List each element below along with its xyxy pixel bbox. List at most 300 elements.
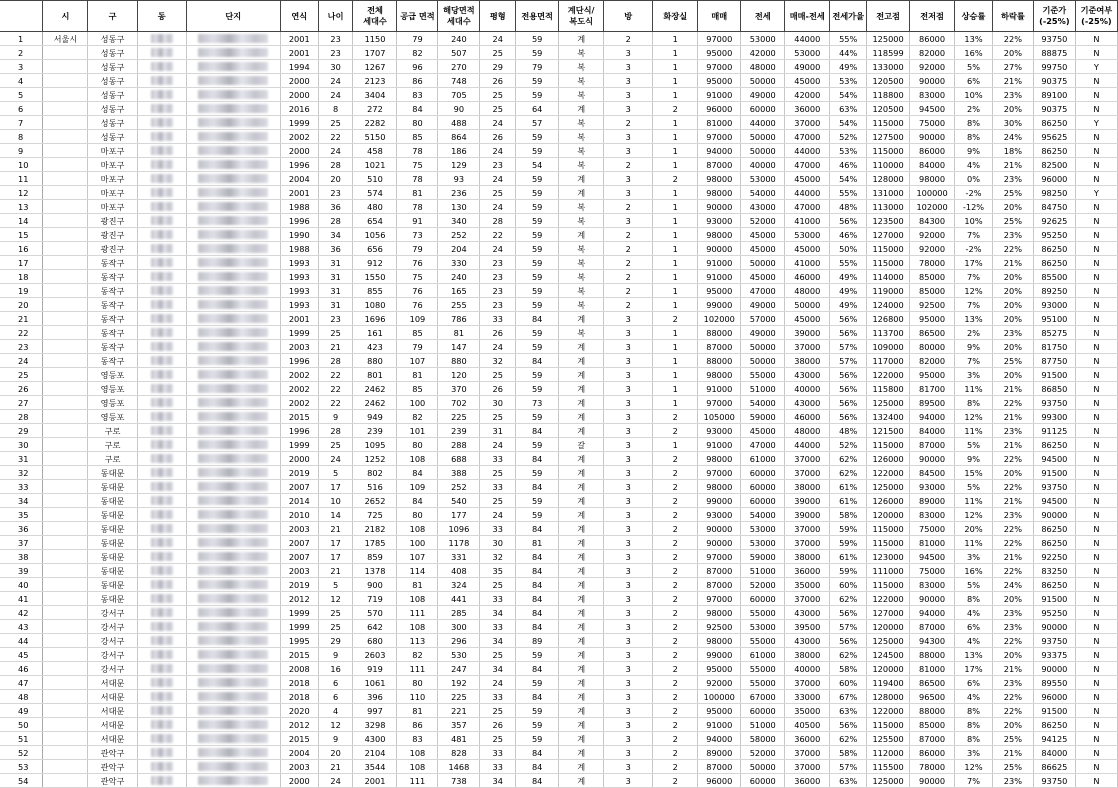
redacted-dong-cell[interactable] <box>137 102 186 116</box>
table-cell[interactable]: 654 <box>353 214 397 228</box>
table-cell[interactable]: 83000 <box>910 508 955 522</box>
table-cell[interactable]: 240 <box>438 32 480 46</box>
table-cell[interactable]: N <box>1075 466 1117 480</box>
table-cell[interactable]: 2 <box>653 732 698 746</box>
table-cell[interactable] <box>43 186 88 200</box>
table-cell[interactable]: 108 <box>397 522 438 536</box>
table-cell[interactable]: 49% <box>830 298 867 312</box>
redacted-dong-cell[interactable] <box>137 690 186 704</box>
row-number[interactable]: 47 <box>0 676 43 690</box>
redacted-dong-cell[interactable] <box>137 88 186 102</box>
table-cell[interactable]: 57% <box>830 760 867 774</box>
table-cell[interactable]: 계 <box>559 32 604 46</box>
table-cell[interactable]: 480 <box>353 200 397 214</box>
table-cell[interactable]: 25 <box>480 648 516 662</box>
table-cell[interactable]: 45000 <box>785 242 830 256</box>
table-cell[interactable]: 24 <box>318 774 353 788</box>
table-cell[interactable]: 128000 <box>867 172 910 186</box>
table-cell[interactable]: 57% <box>830 354 867 368</box>
table-cell[interactable]: 59% <box>830 536 867 550</box>
table-cell[interactable]: 계 <box>559 662 604 676</box>
table-cell[interactable]: 880 <box>353 354 397 368</box>
table-cell[interactable]: 23% <box>992 620 1033 634</box>
table-cell[interactable]: 192 <box>438 676 480 690</box>
table-cell[interactable] <box>43 256 88 270</box>
redacted-complex-cell[interactable] <box>186 382 280 396</box>
table-cell[interactable]: 56% <box>830 326 867 340</box>
table-cell[interactable]: 10% <box>955 214 993 228</box>
table-cell[interactable]: 2001 <box>280 186 318 200</box>
redacted-dong-cell[interactable] <box>137 578 186 592</box>
table-cell[interactable]: 96000 <box>1033 172 1075 186</box>
table-cell[interactable]: 59000 <box>741 410 785 424</box>
table-cell[interactable]: 6 <box>318 690 353 704</box>
table-cell[interactable]: 2003 <box>280 522 318 536</box>
table-cell[interactable]: 81 <box>397 368 438 382</box>
table-cell[interactable]: 84 <box>397 494 438 508</box>
table-cell[interactable]: 84 <box>516 592 559 606</box>
table-cell[interactable]: 100000 <box>698 690 741 704</box>
table-cell[interactable]: 51000 <box>741 382 785 396</box>
table-cell[interactable]: 7% <box>955 270 993 284</box>
table-cell[interactable]: 570 <box>353 606 397 620</box>
table-cell[interactable]: 21 <box>318 340 353 354</box>
table-cell[interactable]: 357 <box>438 718 480 732</box>
table-cell[interactable]: 2014 <box>280 494 318 508</box>
table-cell[interactable]: 계 <box>559 690 604 704</box>
table-cell[interactable] <box>43 494 88 508</box>
table-cell[interactable]: 22% <box>992 242 1033 256</box>
table-cell[interactable]: 49000 <box>741 326 785 340</box>
table-cell[interactable]: 22 <box>318 382 353 396</box>
table-cell[interactable]: 225 <box>438 410 480 424</box>
table-cell[interactable]: 16% <box>955 46 993 60</box>
table-cell[interactable]: 86 <box>397 718 438 732</box>
table-cell[interactable]: 36000 <box>785 732 830 746</box>
table-cell[interactable]: N <box>1075 88 1117 102</box>
table-cell[interactable]: 45000 <box>741 424 785 438</box>
table-cell[interactable]: 21 <box>318 760 353 774</box>
table-cell[interactable]: 89250 <box>1033 284 1075 298</box>
table-cell[interactable]: 23 <box>318 46 353 60</box>
table-cell[interactable]: 36000 <box>785 774 830 788</box>
table-cell[interactable] <box>43 130 88 144</box>
table-cell[interactable]: 396 <box>353 690 397 704</box>
table-cell[interactable]: 2 <box>653 480 698 494</box>
column-header[interactable]: 계단식/ 복도식 <box>559 1 604 32</box>
table-cell[interactable]: 107 <box>397 550 438 564</box>
table-cell[interactable]: 24 <box>318 144 353 158</box>
table-cell[interactable]: 계 <box>559 340 604 354</box>
table-cell[interactable]: 110 <box>397 690 438 704</box>
table-cell[interactable]: 2019 <box>280 466 318 480</box>
table-cell[interactable]: 25 <box>480 704 516 718</box>
table-cell[interactable]: 2603 <box>353 648 397 662</box>
table-cell[interactable]: 1 <box>653 438 698 452</box>
table-cell[interactable]: 32 <box>480 550 516 564</box>
table-cell[interactable]: 1995 <box>280 634 318 648</box>
table-cell[interactable]: 56% <box>830 634 867 648</box>
table-cell[interactable]: 91000 <box>698 382 741 396</box>
table-cell[interactable]: 688 <box>438 452 480 466</box>
redacted-complex-cell[interactable] <box>186 172 280 186</box>
table-cell[interactable]: 20% <box>992 46 1033 60</box>
table-cell[interactable]: 96 <box>397 60 438 74</box>
table-cell[interactable]: 24 <box>480 508 516 522</box>
table-cell[interactable]: 20% <box>992 592 1033 606</box>
table-cell[interactable]: 1267 <box>353 60 397 74</box>
table-cell[interactable]: 25 <box>318 606 353 620</box>
table-cell[interactable]: 24 <box>480 200 516 214</box>
table-cell[interactable]: 2 <box>653 648 698 662</box>
table-cell[interactable]: 39000 <box>785 508 830 522</box>
table-cell[interactable]: N <box>1075 508 1117 522</box>
table-cell[interactable] <box>43 522 88 536</box>
table-cell[interactable]: 계 <box>559 760 604 774</box>
table-cell[interactable]: 3 <box>604 662 653 676</box>
table-cell[interactable]: 91000 <box>698 270 741 284</box>
table-cell[interactable]: 165 <box>438 284 480 298</box>
table-cell[interactable]: 680 <box>353 634 397 648</box>
table-cell[interactable]: 48000 <box>741 60 785 74</box>
table-cell[interactable]: 마포구 <box>88 158 137 172</box>
table-cell[interactable]: 23 <box>480 270 516 284</box>
table-cell[interactable] <box>43 368 88 382</box>
row-number[interactable]: 39 <box>0 564 43 578</box>
table-cell[interactable]: N <box>1075 536 1117 550</box>
table-cell[interactable]: 44000 <box>785 438 830 452</box>
table-cell[interactable]: 2 <box>604 116 653 130</box>
table-cell[interactable]: 1 <box>653 60 698 74</box>
table-cell[interactable]: 동대문 <box>88 494 137 508</box>
table-cell[interactable]: 복 <box>559 158 604 172</box>
table-cell[interactable]: 7% <box>955 774 993 788</box>
table-cell[interactable]: 1 <box>653 186 698 200</box>
table-cell[interactable]: 94500 <box>910 102 955 116</box>
table-cell[interactable] <box>43 284 88 298</box>
table-cell[interactable]: 126800 <box>867 312 910 326</box>
table-cell[interactable]: 28 <box>318 424 353 438</box>
table-cell[interactable]: 계 <box>559 466 604 480</box>
table-cell[interactable]: 88000 <box>698 326 741 340</box>
table-cell[interactable]: 강서구 <box>88 634 137 648</box>
table-cell[interactable]: 12% <box>955 760 993 774</box>
table-cell[interactable]: 5 <box>318 466 353 480</box>
table-cell[interactable]: 3 <box>604 214 653 228</box>
table-cell[interactable]: 20 <box>318 746 353 760</box>
table-cell[interactable] <box>43 634 88 648</box>
table-cell[interactable]: N <box>1075 634 1117 648</box>
table-cell[interactable]: 50000 <box>741 130 785 144</box>
table-cell[interactable]: 마포구 <box>88 172 137 186</box>
table-cell[interactable]: 26 <box>480 326 516 340</box>
table-cell[interactable]: 복 <box>559 200 604 214</box>
table-cell[interactable]: 60% <box>830 578 867 592</box>
table-cell[interactable]: 59 <box>516 284 559 298</box>
table-cell[interactable]: 91 <box>397 214 438 228</box>
table-cell[interactable]: 24 <box>480 340 516 354</box>
redacted-dong-cell[interactable] <box>137 158 186 172</box>
table-cell[interactable]: 동작구 <box>88 270 137 284</box>
table-cell[interactable]: 86500 <box>910 326 955 340</box>
table-cell[interactable]: 5150 <box>353 130 397 144</box>
table-cell[interactable]: 54000 <box>741 508 785 522</box>
redacted-dong-cell[interactable] <box>137 676 186 690</box>
table-cell[interactable]: 59 <box>516 256 559 270</box>
redacted-complex-cell[interactable] <box>186 760 280 774</box>
table-cell[interactable]: 계 <box>559 676 604 690</box>
row-number[interactable]: 30 <box>0 438 43 452</box>
table-cell[interactable]: 계 <box>559 592 604 606</box>
redacted-complex-cell[interactable] <box>186 88 280 102</box>
table-cell[interactable] <box>43 270 88 284</box>
table-cell[interactable]: N <box>1075 718 1117 732</box>
table-cell[interactable]: 2 <box>653 466 698 480</box>
table-cell[interactable]: N <box>1075 550 1117 564</box>
table-cell[interactable] <box>43 242 88 256</box>
redacted-dong-cell[interactable] <box>137 326 186 340</box>
table-cell[interactable]: 73 <box>516 396 559 410</box>
table-cell[interactable]: -2% <box>955 186 993 200</box>
table-cell[interactable]: 64 <box>516 102 559 116</box>
table-cell[interactable]: 101 <box>397 424 438 438</box>
table-cell[interactable]: 83 <box>397 88 438 102</box>
redacted-dong-cell[interactable] <box>137 718 186 732</box>
redacted-dong-cell[interactable] <box>137 424 186 438</box>
table-cell[interactable]: 55% <box>830 256 867 270</box>
table-cell[interactable]: 9% <box>955 340 993 354</box>
table-cell[interactable]: 85000 <box>910 284 955 298</box>
table-cell[interactable]: 131000 <box>867 186 910 200</box>
table-cell[interactable]: 95000 <box>698 74 741 88</box>
table-cell[interactable]: 구로 <box>88 438 137 452</box>
table-cell[interactable]: 84 <box>516 550 559 564</box>
table-cell[interactable]: 8% <box>955 116 993 130</box>
table-cell[interactable]: 53% <box>830 74 867 88</box>
row-number[interactable]: 14 <box>0 214 43 228</box>
table-cell[interactable]: 6% <box>955 620 993 634</box>
table-cell[interactable]: 828 <box>438 746 480 760</box>
table-cell[interactable]: 계 <box>559 732 604 746</box>
table-cell[interactable]: 마포구 <box>88 200 137 214</box>
table-cell[interactable]: 3 <box>604 536 653 550</box>
redacted-dong-cell[interactable] <box>137 60 186 74</box>
table-cell[interactable]: 2019 <box>280 578 318 592</box>
table-cell[interactable]: 32 <box>480 354 516 368</box>
column-header[interactable]: 하락률 <box>992 1 1033 32</box>
table-cell[interactable]: 2 <box>653 452 698 466</box>
table-cell[interactable]: 2015 <box>280 648 318 662</box>
table-cell[interactable]: 44000 <box>785 186 830 200</box>
table-cell[interactable]: 62% <box>830 466 867 480</box>
table-cell[interactable]: N <box>1075 340 1117 354</box>
table-cell[interactable] <box>43 648 88 662</box>
table-cell[interactable]: 17 <box>318 550 353 564</box>
table-cell[interactable]: 마포구 <box>88 144 137 158</box>
table-cell[interactable]: 20% <box>992 102 1033 116</box>
table-cell[interactable] <box>43 46 88 60</box>
redacted-complex-cell[interactable] <box>186 606 280 620</box>
table-cell[interactable]: 3% <box>955 746 993 760</box>
table-cell[interactable]: 46% <box>830 228 867 242</box>
table-cell[interactable]: 93750 <box>1033 774 1075 788</box>
column-header[interactable]: 구 <box>88 1 137 32</box>
redacted-complex-cell[interactable] <box>186 508 280 522</box>
table-cell[interactable]: 84 <box>516 578 559 592</box>
table-cell[interactable]: 1996 <box>280 424 318 438</box>
table-cell[interactable]: 복 <box>559 130 604 144</box>
table-cell[interactable]: 89 <box>516 634 559 648</box>
table-cell[interactable]: 725 <box>353 508 397 522</box>
table-cell[interactable]: 36000 <box>785 564 830 578</box>
table-cell[interactable]: 95000 <box>910 312 955 326</box>
redacted-complex-cell[interactable] <box>186 144 280 158</box>
table-cell[interactable]: 33 <box>480 592 516 606</box>
table-cell[interactable]: 44000 <box>741 116 785 130</box>
table-cell[interactable]: 111 <box>397 774 438 788</box>
table-cell[interactable]: 21% <box>992 74 1033 88</box>
table-cell[interactable]: 59 <box>516 144 559 158</box>
table-cell[interactable]: N <box>1075 368 1117 382</box>
table-cell[interactable]: 1999 <box>280 116 318 130</box>
redacted-dong-cell[interactable] <box>137 354 186 368</box>
table-cell[interactable]: 25% <box>992 354 1033 368</box>
table-cell[interactable]: 54% <box>830 116 867 130</box>
table-cell[interactable]: 81700 <box>910 382 955 396</box>
table-cell[interactable]: 23% <box>992 676 1033 690</box>
table-cell[interactable]: 40000 <box>741 158 785 172</box>
table-cell[interactable]: 2016 <box>280 102 318 116</box>
table-cell[interactable]: 81000 <box>910 662 955 676</box>
table-cell[interactable]: 59 <box>516 382 559 396</box>
table-cell[interactable]: 43000 <box>785 634 830 648</box>
table-cell[interactable] <box>43 760 88 774</box>
row-number[interactable]: 33 <box>0 480 43 494</box>
table-cell[interactable]: 81 <box>516 536 559 550</box>
table-cell[interactable]: 서대문 <box>88 676 137 690</box>
table-cell[interactable]: 28 <box>318 214 353 228</box>
table-cell[interactable]: 3 <box>604 676 653 690</box>
table-cell[interactable]: 2 <box>653 606 698 620</box>
table-cell[interactable]: 3 <box>604 704 653 718</box>
table-cell[interactable]: 33 <box>480 522 516 536</box>
table-cell[interactable]: 복 <box>559 144 604 158</box>
table-cell[interactable]: 1 <box>653 158 698 172</box>
table-cell[interactable]: 127500 <box>867 130 910 144</box>
table-cell[interactable]: 125000 <box>867 480 910 494</box>
table-cell[interactable] <box>43 340 88 354</box>
row-number[interactable]: 34 <box>0 494 43 508</box>
table-cell[interactable]: 성동구 <box>88 88 137 102</box>
table-cell[interactable]: N <box>1075 774 1117 788</box>
table-cell[interactable]: 82000 <box>910 354 955 368</box>
row-number[interactable]: 7 <box>0 116 43 130</box>
table-cell[interactable]: 6 <box>318 676 353 690</box>
table-cell[interactable]: 17% <box>955 256 993 270</box>
table-cell[interactable]: 8% <box>955 732 993 746</box>
table-cell[interactable] <box>43 312 88 326</box>
table-cell[interactable]: 52000 <box>741 578 785 592</box>
table-cell[interactable]: 2 <box>653 172 698 186</box>
table-cell[interactable]: 38000 <box>785 480 830 494</box>
table-cell[interactable]: 계 <box>559 746 604 760</box>
table-cell[interactable]: 2462 <box>353 382 397 396</box>
table-cell[interactable]: 22% <box>992 522 1033 536</box>
table-cell[interactable]: 동작구 <box>88 284 137 298</box>
table-cell[interactable]: 86250 <box>1033 718 1075 732</box>
row-number[interactable]: 38 <box>0 550 43 564</box>
table-cell[interactable]: 93000 <box>698 508 741 522</box>
table-cell[interactable]: 7% <box>955 228 993 242</box>
table-cell[interactable]: 계 <box>559 368 604 382</box>
table-cell[interactable]: 47000 <box>785 130 830 144</box>
redacted-dong-cell[interactable] <box>137 298 186 312</box>
table-cell[interactable]: 갈 <box>559 438 604 452</box>
table-cell[interactable]: 22% <box>992 634 1033 648</box>
table-cell[interactable]: 949 <box>353 410 397 424</box>
table-cell[interactable]: 388 <box>438 466 480 480</box>
row-number[interactable]: 6 <box>0 102 43 116</box>
table-cell[interactable]: 59 <box>516 340 559 354</box>
table-cell[interactable]: 61000 <box>741 452 785 466</box>
table-cell[interactable]: 87000 <box>698 158 741 172</box>
table-cell[interactable]: 86625 <box>1033 760 1075 774</box>
table-cell[interactable]: N <box>1075 354 1117 368</box>
table-cell[interactable]: 2 <box>653 718 698 732</box>
column-header[interactable]: 연식 <box>280 1 318 32</box>
table-cell[interactable]: 100 <box>397 536 438 550</box>
table-cell[interactable]: 11% <box>955 494 993 508</box>
table-cell[interactable]: 87750 <box>1033 354 1075 368</box>
table-cell[interactable]: 85275 <box>1033 326 1075 340</box>
table-cell[interactable]: 111000 <box>867 564 910 578</box>
table-cell[interactable]: 84300 <box>910 214 955 228</box>
table-cell[interactable]: 24% <box>992 130 1033 144</box>
table-cell[interactable]: 90375 <box>1033 102 1075 116</box>
row-number[interactable]: 51 <box>0 732 43 746</box>
table-cell[interactable]: 113700 <box>867 326 910 340</box>
table-cell[interactable]: 12 <box>318 592 353 606</box>
table-cell[interactable]: 22% <box>992 480 1033 494</box>
redacted-complex-cell[interactable] <box>186 550 280 564</box>
table-cell[interactable]: 계 <box>559 648 604 662</box>
table-cell[interactable]: 802 <box>353 466 397 480</box>
table-cell[interactable]: 123000 <box>867 550 910 564</box>
table-cell[interactable]: 성동구 <box>88 74 137 88</box>
table-cell[interactable]: 31 <box>480 424 516 438</box>
table-cell[interactable]: 3 <box>604 564 653 578</box>
table-cell[interactable]: 59000 <box>741 550 785 564</box>
table-cell[interactable]: 20% <box>992 648 1033 662</box>
table-cell[interactable]: 89000 <box>910 494 955 508</box>
table-cell[interactable]: 300 <box>438 620 480 634</box>
table-cell[interactable]: 240 <box>438 270 480 284</box>
row-number[interactable]: 20 <box>0 298 43 312</box>
table-cell[interactable]: 94500 <box>910 550 955 564</box>
table-cell[interactable]: 7% <box>955 354 993 368</box>
table-cell[interactable]: 4% <box>955 606 993 620</box>
table-cell[interactable]: 49% <box>830 284 867 298</box>
table-cell[interactable]: 45000 <box>785 312 830 326</box>
table-cell[interactable]: 동작구 <box>88 312 137 326</box>
table-cell[interactable]: 59 <box>516 718 559 732</box>
table-cell[interactable]: 84 <box>397 466 438 480</box>
table-cell[interactable]: 255 <box>438 298 480 312</box>
table-cell[interactable]: 84 <box>516 760 559 774</box>
table-cell[interactable]: 동대문 <box>88 592 137 606</box>
redacted-complex-cell[interactable] <box>186 368 280 382</box>
table-cell[interactable] <box>43 396 88 410</box>
